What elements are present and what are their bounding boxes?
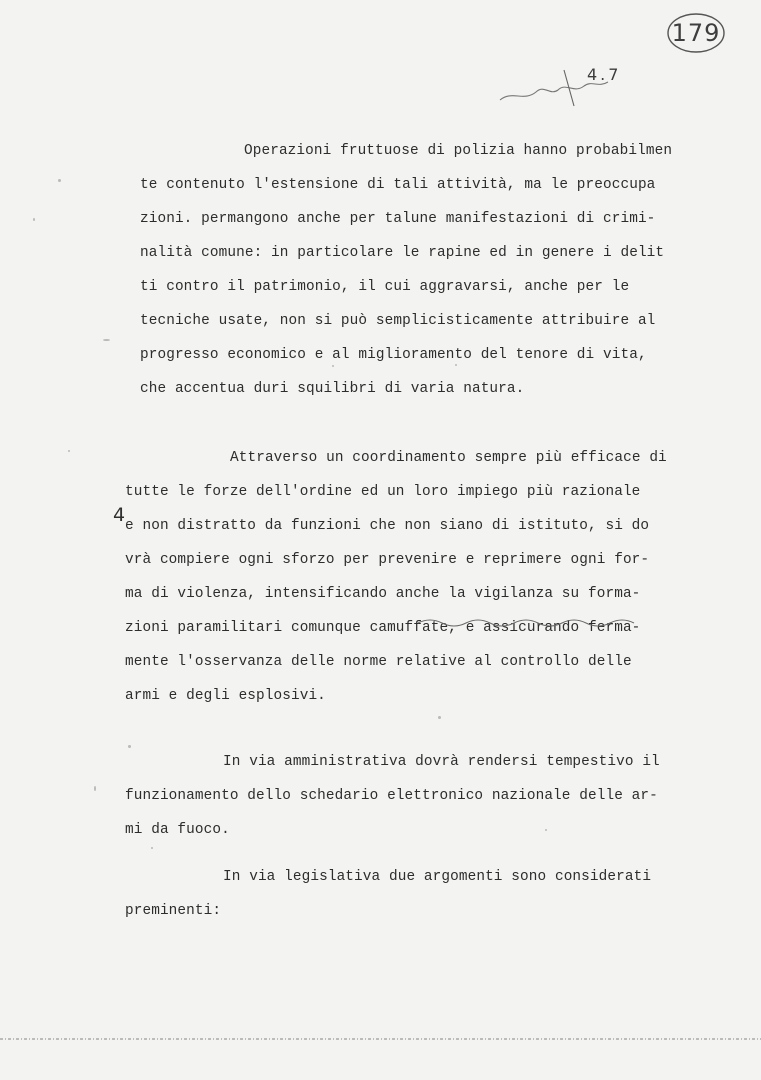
speckle xyxy=(68,450,70,452)
text-line: progresso economico e al miglioramento del tenore di vita, xyxy=(140,347,647,363)
text-line: In via amministrativa dovrà rendersi tempestivo il xyxy=(223,754,660,770)
text-line: armi e degli esplosivi. xyxy=(125,688,326,704)
speckle xyxy=(58,179,61,182)
paragraph-3 xyxy=(125,745,725,847)
text-line: zioni paramilitari comunque camuffate, e assicurando ferma- xyxy=(125,620,641,636)
text-line: te contenuto l'estensione di tali attività, ma le preoccupa xyxy=(140,177,656,193)
text-line: zioni. permangono anche per talune manifestazioni di crimi- xyxy=(140,211,656,227)
text-line: tecniche usate, non si può semplicisticamente attribuire al xyxy=(140,313,656,329)
paragraph-2 xyxy=(125,441,725,713)
text-line: tutte le forze dell'ordine ed un loro impiego più razionale xyxy=(125,484,641,500)
speckle xyxy=(33,218,35,221)
text-line: mi da fuoco. xyxy=(125,822,230,838)
text-line: ti contro il patrimonio, il cui aggravarsi, anche per le xyxy=(140,279,630,295)
handwritten-note: 4.7 xyxy=(587,65,622,84)
page-number-circle xyxy=(665,11,727,55)
speckle xyxy=(151,847,153,849)
text-line: vrà compiere ogni sforzo per prevenire e reprimere ogni for- xyxy=(125,552,650,568)
text-line: nalità comune: in particolare le rapine ed in genere i delit xyxy=(140,245,665,261)
margin-mark: 4 xyxy=(113,504,126,526)
page-number-text: 179 xyxy=(671,19,721,47)
text-line: Operazioni fruttuose di polizia hanno probabilmen xyxy=(244,143,673,159)
text-line: In via legislativa due argomenti sono considerati xyxy=(223,869,652,885)
text-line: Attraverso un coordinamento sempre più efficace di xyxy=(230,450,667,466)
text-line: che accentua duri squilibri di varia natura. xyxy=(140,381,525,397)
text-line: e non distratto da funzioni che non siano di istituto, si do xyxy=(125,518,650,534)
speckle xyxy=(438,716,441,719)
speckle xyxy=(103,339,110,341)
speckle xyxy=(94,786,96,791)
text-line: ma di violenza, intensificando anche la vigilanza su forma- xyxy=(125,586,641,602)
paragraph-4 xyxy=(125,860,725,928)
paragraph-1 xyxy=(140,134,725,406)
wavy-underline xyxy=(418,617,638,629)
page-number xyxy=(667,13,725,53)
text-line: preminenti: xyxy=(125,903,222,919)
text-line: funzionamento dello schedario elettronico nazionale delle ar- xyxy=(125,788,658,804)
text-line: mente l'osservanza delle norme relative al controllo delle xyxy=(125,654,632,670)
bottom-dashed-rule xyxy=(0,1036,761,1042)
